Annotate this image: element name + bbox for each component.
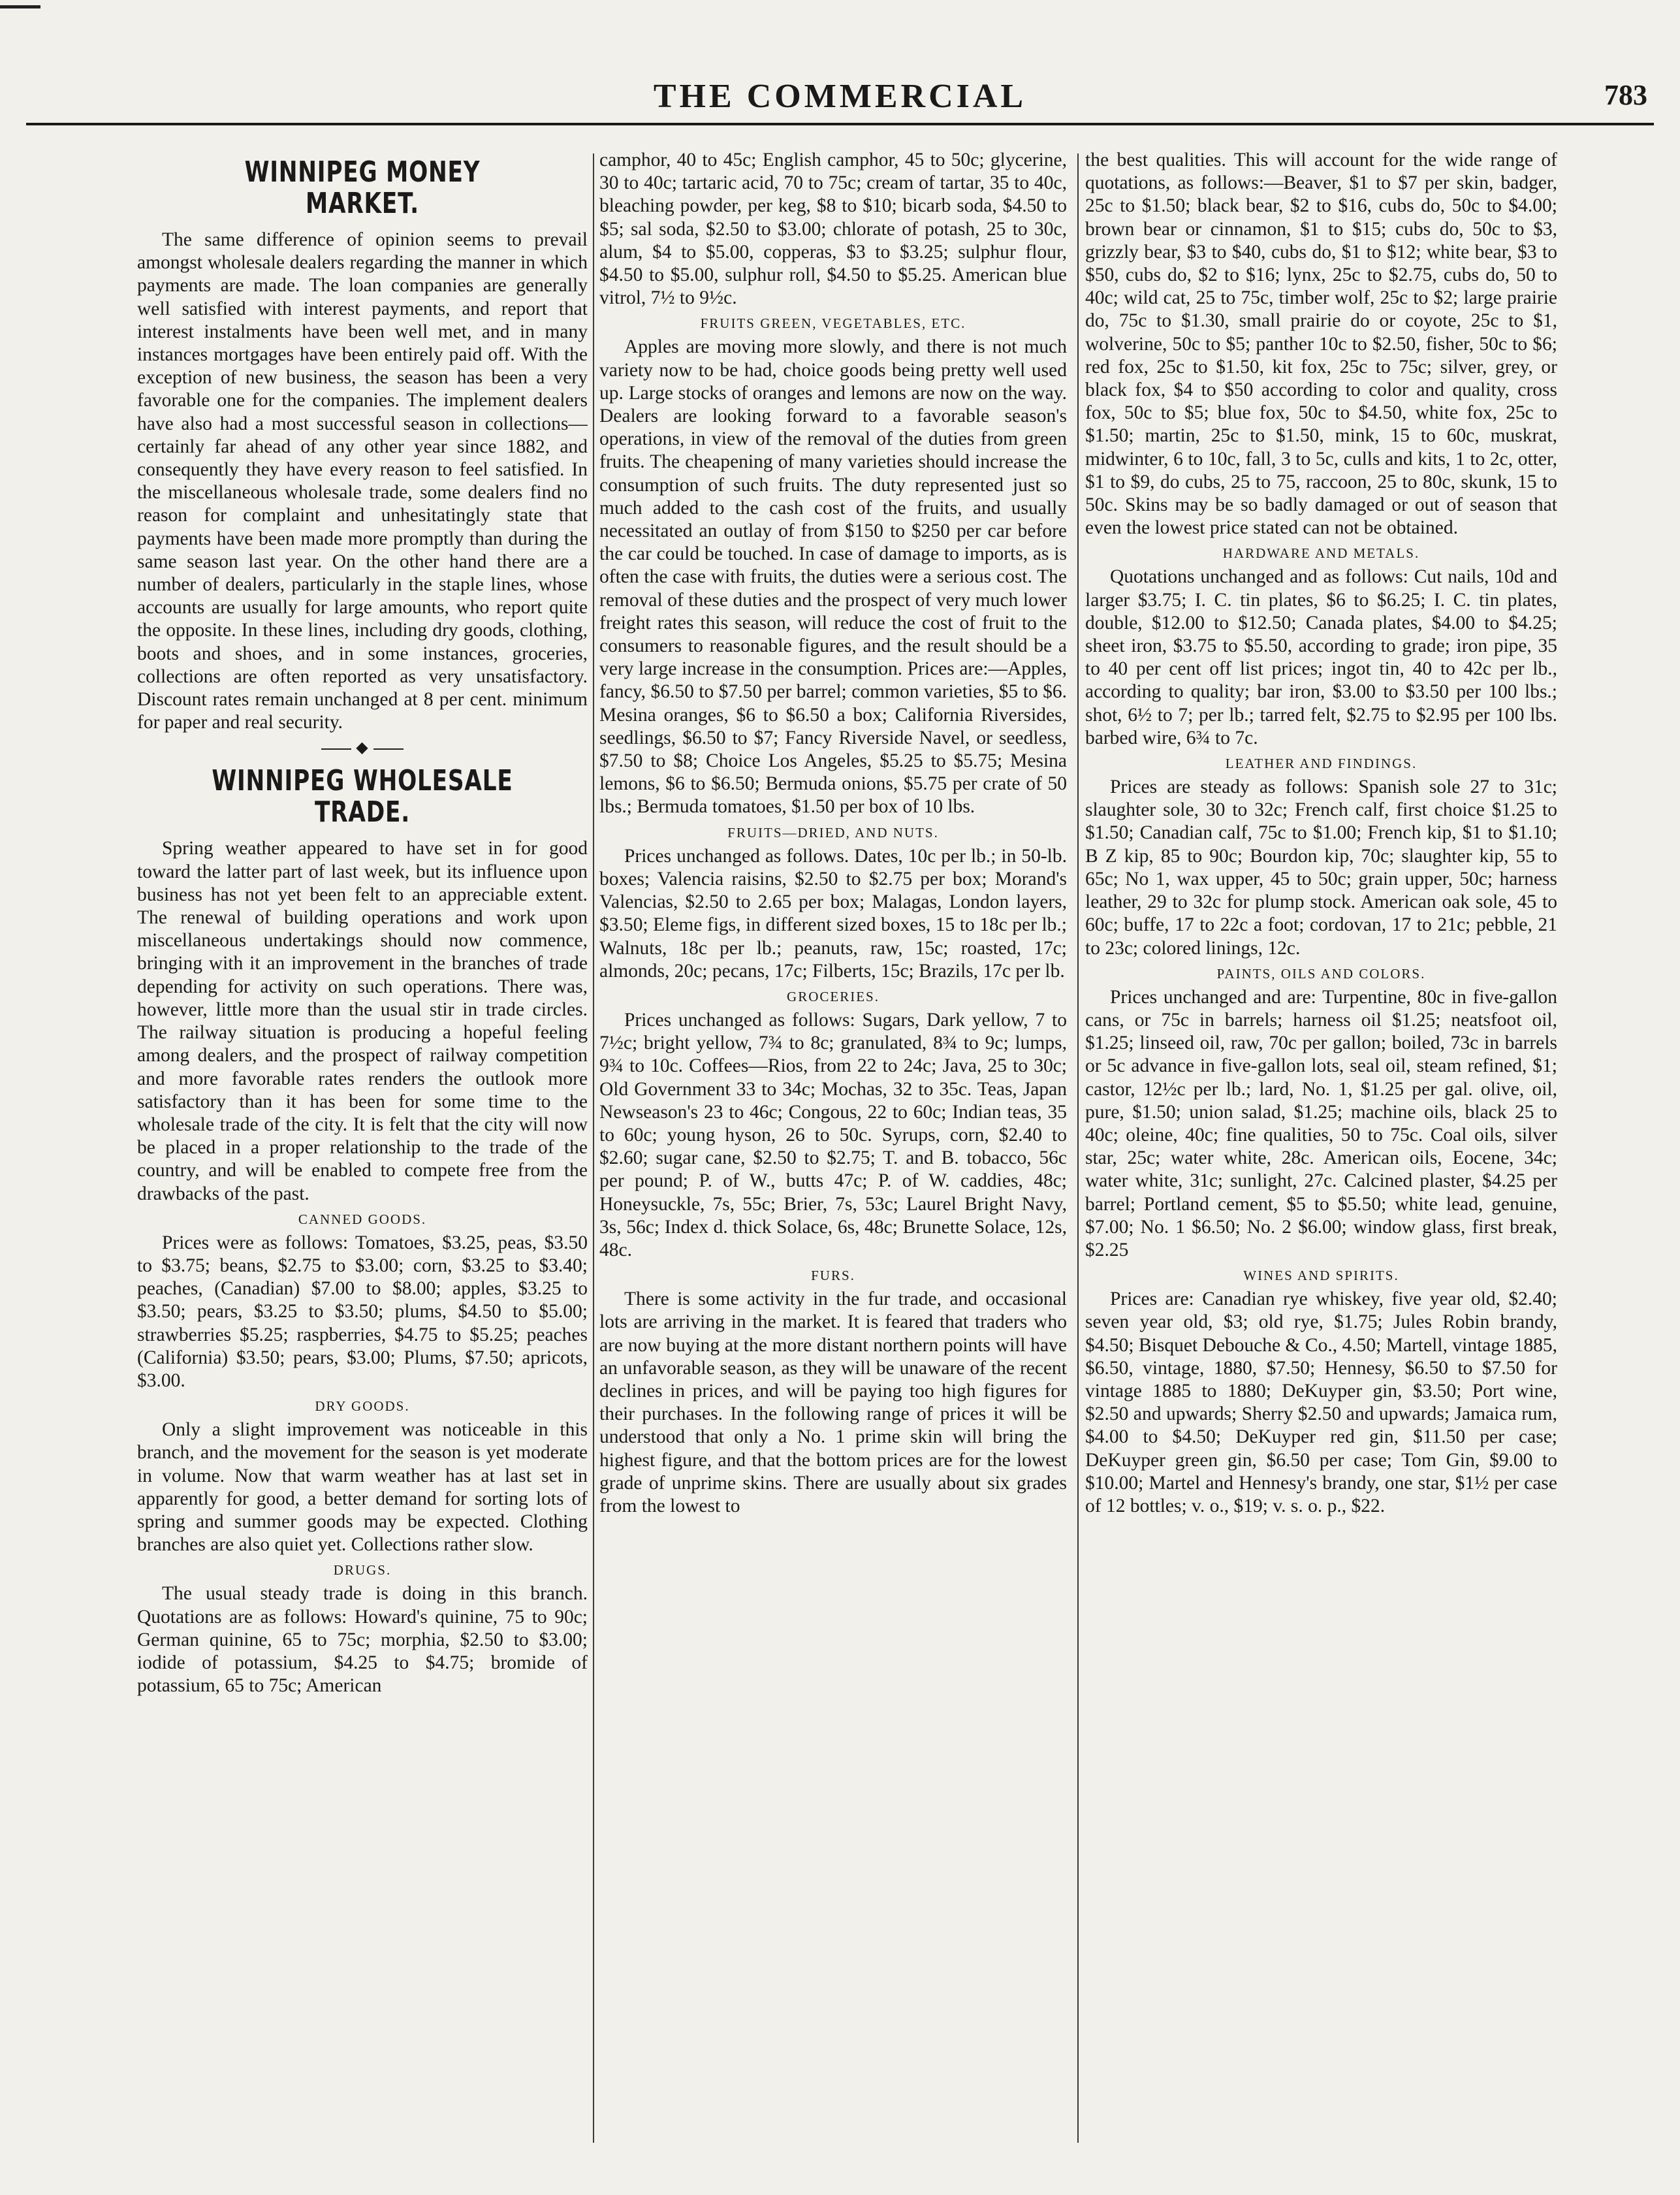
masthead: [26, 77, 1654, 125]
column-divider: [593, 153, 594, 2143]
hardware-text: Quotations unchanged and as follows: Cut nails, 10d and larger $3.75; I. C. tin plates, $6 to $6.25; I. C. tin plates, double, $12.00 to $12.50; Canada plates, $4.00 to $4.25; sheet iron, $3.75 to $5.50, according to grade; iron pipe, 35 to 40 per cent off list prices; ingot tin, 40 to 42c per lb., according to quality; bar iron, $3.00 to $3.50 per 100 lbs.; shot, 6½ to 7; per lb.; tarred felt, $2.75 to $2.95 per 100 lbs. barbed wire, 6¾ to 7c.: [1085, 566, 1557, 748]
column-divider: [1077, 153, 1079, 2143]
canned-goods-heading: CANNED GOODS.: [298, 1211, 427, 1227]
paints-text: Prices unchanged and are: Turpentine, 80c in five-gallon cans, or 75c in barrels; harness oil $1.25; neatsfoot oil, $1.25; linseed oil, raw, 70c per gallon; boiled, 73c in barrels or 5c advance in five-gallon lots, seal oil, steam refined, $1; castor, 12½c per lb.; lard, No. 1, $1.25 per gal. olive, oil, pure, $1.50; union salad, $1.25; machine oils, black 25 to 40c; oleine, 40c; fine qualities, 50 to 75c. Coal oils, silver star, 25c; water white, 28c. American oils, Eocene, 34c; water white, 31c; sunlight, 27c. Calcined plaster, $4.25 per barrel; Portland cement, $5 to $5.50; white lead, genuine, $7.00; No. 1 $6.50; No. 2 $6.00; window glass, first break, $2.25: [1085, 986, 1557, 1260]
fruits-green-heading: FRUITS GREEN, VEGETABLES, ETC.: [700, 315, 966, 332]
furs-heading: FURS.: [811, 1268, 855, 1284]
dry-goods-text: Only a slight improvement was noticeable in this branch, and the movement for the season is yet moderate in volume. Now that warm weather has at last set in apparently for good, a better demand for sorting lots of spring and summer goods may be expected. Clothing branches are also quiet yet. Collections rather slow.: [137, 1419, 588, 1556]
wines-text: Prices are: Canadian rye whiskey, five year old, $2.40; seven year old, $3; old rye, $1.75; Jules Robin brandy, $4.50; Bisquet Debouche & Co., 4.50; Martell, vintage 1885, $6.50, vintage, 1880, $7.50; Hennesy, $6.50 to $7.50 for vintage 1885 to 1880; DeKuyper gin, $3.50; Port wine, $2.50 and upwards; Sherry $2.50 and upwards; Jamaica rum, $4.00 to $4.50; DeKuyper red gin, $11.50 per case; DeKuyper green gin, $6.50 per case; Tom Gin, $9.00 to $10.00; Martel and Hennesy's brandy, one star, $1½ per case of 12 bottles; v. o., $19; v. s. o. p., $22.: [1085, 1289, 1557, 1516]
furs-text: There is some activity in the fur trade, and occasional lots are arriving in the market. It is feared that traders who are now buying at the more distant northern points will have an unfavorable season, as they will be unaware of the recent declines in prices, and will be paying too high figures for their purchases. In the following range of prices it will be understood that only a No. 1 prime skin will bring the highest figure, and that the bottom prices are for the lowest grade of unprime skins. There are usually about six grades from the lowest to: [599, 1289, 1067, 1516]
section-divider: ◆: [137, 738, 588, 758]
leather-text: Prices are steady as follows: Spanish sole 27 to 31c; slaughter sole, 30 to 32c; French calf, first choice $1.25 to $1.50; Canadian calf, 75c to $1.00; French kip, $1 to $1.10; B Z kip, 85 to 90c; Bourdon kip, 70c; slaughter kip, 55 to 65c; No 1, wax upper, 45 to 50c; grain upper, 50c; harness leather, 29 to 32c for plump stock. American oak sole, 45 to 60c; buffe, 17 to 22c a foot; cordovan, 17 to 21c; pebble, 21 to 23c; colored linings, 12c.: [1085, 777, 1557, 959]
column-3: [1085, 149, 1557, 2149]
newspaper-title: THE COMMERCIAL: [653, 78, 1027, 115]
column-1: [137, 149, 588, 2149]
groceries-text: Prices unchanged as follows: Sugars, Dark yellow, 7 to 7½c; bright yellow, 7¾ to 8c; granulated, 8¾ to 9c; lumps, 9¾ to 10c. Coffees—Rios, from 22 to 24c; Java, 25 to 30c; Old Government 33 to 34c; Mochas, 32 to 35c. Teas, Japan Newseason's 23 to 46c; Congous, 22 to 60c; Indian teas, 35 to 60c; young hyson, 26 to 50c. Syrups, corn, $2.40 to $2.60; sugar cane, $2.50 to $2.75; T. and B. tobacco, 56c per pound; P. of W., butts 47c; P. of W. caddies, 48c; Honeysuckle, 7s, 55c; Brier, 7s, 53c; Laurel Bright Navy, 3s, 56c; Index d. thick Solace, 6s, 48c; Brunette Solace, 12s, 48c.: [599, 1009, 1067, 1260]
wines-heading: WINES AND SPIRITS.: [1243, 1268, 1399, 1284]
drugs-text: The usual steady trade is doing in this branch. Quotations are as follows: Howard's quinine, 75 to 90c; German quinine, 65 to 75c; morphia, $2.50 to $3.00; iodide of potassium, $4.25 to $4.75; bromide of potassium, 65 to 75c; American: [137, 1583, 588, 1697]
groceries-heading: GROCERIES.: [787, 988, 880, 1004]
money-market-text: The same difference of opinion seems to prevail amongst wholesale dealers regarding the manner in which payments are made. The loan companies are generally well satisfied with interest payments, and report that interest instalments have been well met, and in many instances mortgages have been entirely paid off. With the exception of new business, the season has been a very favorable one for the companies. The implement dealers have also had a most successful season in collections—certainly far ahead of any other year since 1882, and consequently they have every reason to feel satisfied. In the miscellaneous wholesale trade, some dealers find no reason for complaint and unhesitatingly state that payments have been made more promptly than during the same season last year. On the other hand there are a number of dealers, particularly in the staple lines, whose accounts are usually for large amounts, who report quite the opposite. In these lines, including dry goods, clothing, boots and shoes, and in some instances, groceries, collections are often reported as very unsatisfactory. Discount rates remain unchanged at 8 per cent. minimum for paper and real security.: [137, 229, 588, 733]
furs-continued-text: the best qualities. This will account for the wide range of quotations, as follows:—Beaver, $1 to $7 per skin, badger, 25c to $1.50; black bear, $2 to $16, cubs do, 50c to $4.00; brown bear or cinnamon, $1 to $15; cubs do, 50c to $3, grizzly bear, $3 to $40, cubs do, $1 to $12; white bear, $3 to $50, cubs do, $2 to $16; lynx, 25c to $2.75, cubs do, 50 to 40c; wild cat, 25 to 75c, timber wolf, 25c to $2; large prairie do, 75c to $1.30, small prairie do or coyote, 25c to $1, wolverine, 50c to $5; panther 10c to $2.50, fisher, 50c to $6; red fox, 25c to $1.50, kit fox, 25c to 75c; silver, grey, or black fox, $4 to $50 according to color and quality, cross fox, 50c to $5; blue fox, 50c to $4.50, white fox, 25c to $1.50; martin, 25c to $1.50, mink, 15 to 60c, muskrat, midwinter, 6 to 10c, fall, 3 to 5c, culls and kits, 1 to 2c, otter, $1 to $9, do cubs, 25 to 75, raccoon, 25 to 80c, skunk, 15 to 50c. Skins may be so badly damaged or out of season that even the lowest price stated can not be obtained.: [1085, 150, 1557, 539]
dry-goods-heading: DRY GOODS.: [315, 1398, 410, 1415]
drugs-continued-text: camphor, 40 to 45c; English camphor, 45 to 50c; glycerine, 30 to 40c; tartaric acid, 70 to 75c; cream of tartar, 35 to 40c, bleaching powder, per keg, $8 to $10; bicarb soda, $4.50 to $5; sal soda, $2.50 to $3.00; chlorate of potash, 25 to 30c, alum, $4 to $5.00, copperas, $3 to $3.25; sulphur flour, $4.50 to $5.00, sulphur roll, $4.50 to $5.25. American blue vitrol, 7½ to 9½c.: [599, 150, 1067, 309]
drugs-heading: DRUGS.: [333, 1562, 392, 1578]
column-2: [599, 149, 1067, 2149]
hardware-heading: HARDWARE AND METALS.: [1222, 545, 1420, 562]
wholesale-trade-heading: WINNIPEG WHOLESALE TRADE.: [212, 764, 513, 829]
wholesale-trade-text: Spring weather appeared to have set in for good toward the latter part of last week, but its influence upon business has not yet been felt to an appreciable extent. The renewal of building operations and work upon miscellaneous undertakings should now commence, bringing with it an improvement in the branches of trade depending for activity on such operations. There was, however, little more than the usual stir in trade circles. The railway situation is producing a hopeful feeling among dealers, and the prospect of railway competition and more favorable rates renders the outlook more satisfactory than it has been for some time to the wholesale trade of the city. It is felt that the city will now be placed in a proper relationship to the trade of the country, and will be enabled to compete free from the drawbacks of the past.: [137, 838, 588, 1204]
money-market-heading: WINNIPEG MONEY MARKET.: [244, 155, 481, 220]
page-number: 783: [1604, 79, 1647, 111]
fruits-dried-heading: FRUITS—DRIED, AND NUTS.: [727, 824, 939, 841]
corner-rule: [0, 5, 40, 8]
canned-goods-text: Prices were as follows: Tomatoes, $3.25, peas, $3.50 to $3.75; beans, $2.75 to $3.00; corn, $3.25 to $3.40; peaches, (Canadian) $7.00 to $8.00; apples, $3.25 to $3.50; pears, $3.25 to $3.50; plums, $4.50 to $5.00; strawberries $5.25; raspberries, $4.75 to $5.25; peaches (California) $3.50; pears, $3.00; Plums, $7.50; apricots, $3.00.: [137, 1232, 588, 1391]
paints-heading: PAINTS, OILS AND COLORS.: [1216, 965, 1426, 982]
fruits-dried-text: Prices unchanged as follows. Dates, 10c per lb.; in 50-lb. boxes; Valencia raisins, $2.50 to $2.75 per box; Morand's Valencias, $2.50 to 2.65 per box; Malagas, London layers, $3.50; Eleme figs, in different sized boxes, 15 to 18c per lb.; Walnuts, 18c per lb.; peanuts, raw, 15c; roasted, 17c; almonds, 20c; pecans, 17c; Filberts, 15c; Brazils, 17c per lb.: [599, 845, 1067, 982]
leather-heading: LEATHER AND FINDINGS.: [1225, 756, 1418, 772]
fruits-green-text: Apples are moving more slowly, and there is not much variety now to be had, choice goods being pretty well used up. Large stocks of oranges and lemons are now on the way. Dealers are looking forward to a favorable season's operations, in view of the removal of the duties from green fruits. The cheapening of many varieties should increase the consumption of such fruits. The duty represented just so much added to the cash cost of the fruits, and usually necessitated an outlay of from $150 to $250 per car before the car could be touched. In case of damage to imports, as is often the case with fruits, the duties were a serious cost. The removal of these duties and the prospect of very much lower freight rates this season, will reduce the cost of fruit to the consumers to reasonable figures, and the result should be a very large increase in the consumption. Prices are:—Apples, fancy, $6.50 to $7.50 per barrel; common varieties, $5 to $6. Mesina oranges, $6 to $6.50 a box; California Riversides, seedlings, $6.50 to $7; Fancy Riverside Navel, or seedless, $7.50 to $8; Choice Los Angeles, $5.25 to $5.75; Mesina lemons, $6 to $6.50; Bermuda onions, $5.75 per crate of 50 lbs.; Bermuda tomatoes, $1.50 per box of 10 lbs.: [599, 336, 1067, 818]
